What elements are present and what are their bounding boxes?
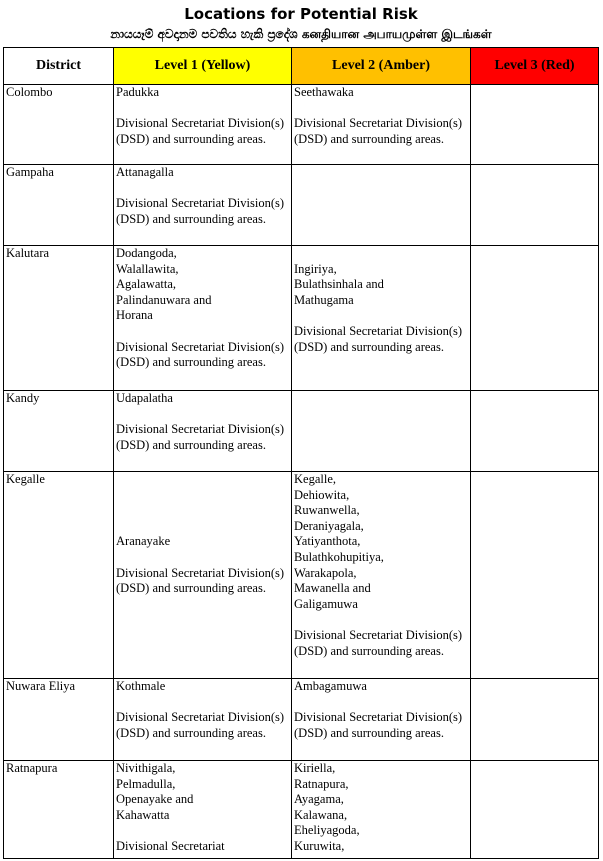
level2-cell [292, 391, 471, 472]
page-subtitle: නායයෑම් අවදානම පවතිය හැකි ප්‍රදේශ கனதியான அபாயமுள்ள இடங்கள் [110, 27, 492, 41]
column-header-level3: Level 3 (Red) [471, 48, 599, 85]
district-cell: Kegalle [4, 472, 114, 679]
district-cell: Kandy [4, 391, 114, 472]
level3-cell [471, 761, 599, 859]
level2-cell: Kegalle, Dehiowita, Ruwanwella, Deraniyagala, Yatiyanthota, Bulathkohupitiya, Warakapola, Mawanella and Galigamuwa Divisional Secretariat Division(s) (DSD) and surrounding areas. [292, 472, 471, 679]
level1-cell: Dodangoda, Walallawita, Agalawatta, Palindanuwara and Horana Divisional Secretariat Division(s) (DSD) and surrounding areas. [114, 246, 292, 391]
level2-cell [292, 165, 471, 246]
level3-cell [471, 165, 599, 246]
level3-cell [471, 246, 599, 391]
table-row [4, 472, 599, 679]
risk-table [3, 47, 599, 859]
level3-cell [471, 472, 599, 679]
level1-cell: Nivithigala, Pelmadulla, Openayake and Kahawatta Divisional Secretariat [114, 761, 292, 859]
level3-cell [471, 391, 599, 472]
column-header-level1: Level 1 (Yellow) [114, 48, 292, 85]
district-cell: Colombo [4, 85, 114, 165]
level1-cell: Padukka Divisional Secretariat Division(s) (DSD) and surrounding areas. [114, 85, 292, 165]
level2-cell: Ingiriya, Bulathsinhala and Mathugama Divisional Secretariat Division(s) (DSD) and surrounding areas. [292, 246, 471, 391]
level1-cell: Udapalatha Divisional Secretariat Division(s) (DSD) and surrounding areas. [114, 391, 292, 472]
table-row [4, 679, 599, 761]
table-header-row [4, 48, 599, 85]
level2-cell: Kiriella, Ratnapura, Ayagama, Kalawana, Eheliyagoda, Kuruwita, [292, 761, 471, 859]
table-row [4, 391, 599, 472]
header [4, 4, 598, 44]
level1-cell: Kothmale Divisional Secretariat Division(s) (DSD) and surrounding areas. [114, 679, 292, 761]
page-title: Locations for Potential Risk [184, 5, 418, 23]
district-cell: Ratnapura [4, 761, 114, 859]
level3-cell [471, 85, 599, 165]
level1-cell: Attanagalla Divisional Secretariat Division(s) (DSD) and surrounding areas. [114, 165, 292, 246]
district-cell: Kalutara [4, 246, 114, 391]
column-header-level2: Level 2 (Amber) [292, 48, 471, 85]
level1-cell: Aranayake Divisional Secretariat Division(s) (DSD) and surrounding areas. [114, 472, 292, 679]
level2-cell: Ambagamuwa Divisional Secretariat Division(s) (DSD) and surrounding areas. [292, 679, 471, 761]
table-row [4, 761, 599, 859]
table-row [4, 246, 599, 391]
table-row [4, 85, 599, 165]
level3-cell [471, 679, 599, 761]
column-header-district: District [4, 48, 114, 85]
level2-cell: Seethawaka Divisional Secretariat Division(s) (DSD) and surrounding areas. [292, 85, 471, 165]
district-cell: Gampaha [4, 165, 114, 246]
table-row [4, 165, 599, 246]
district-cell: Nuwara Eliya [4, 679, 114, 761]
